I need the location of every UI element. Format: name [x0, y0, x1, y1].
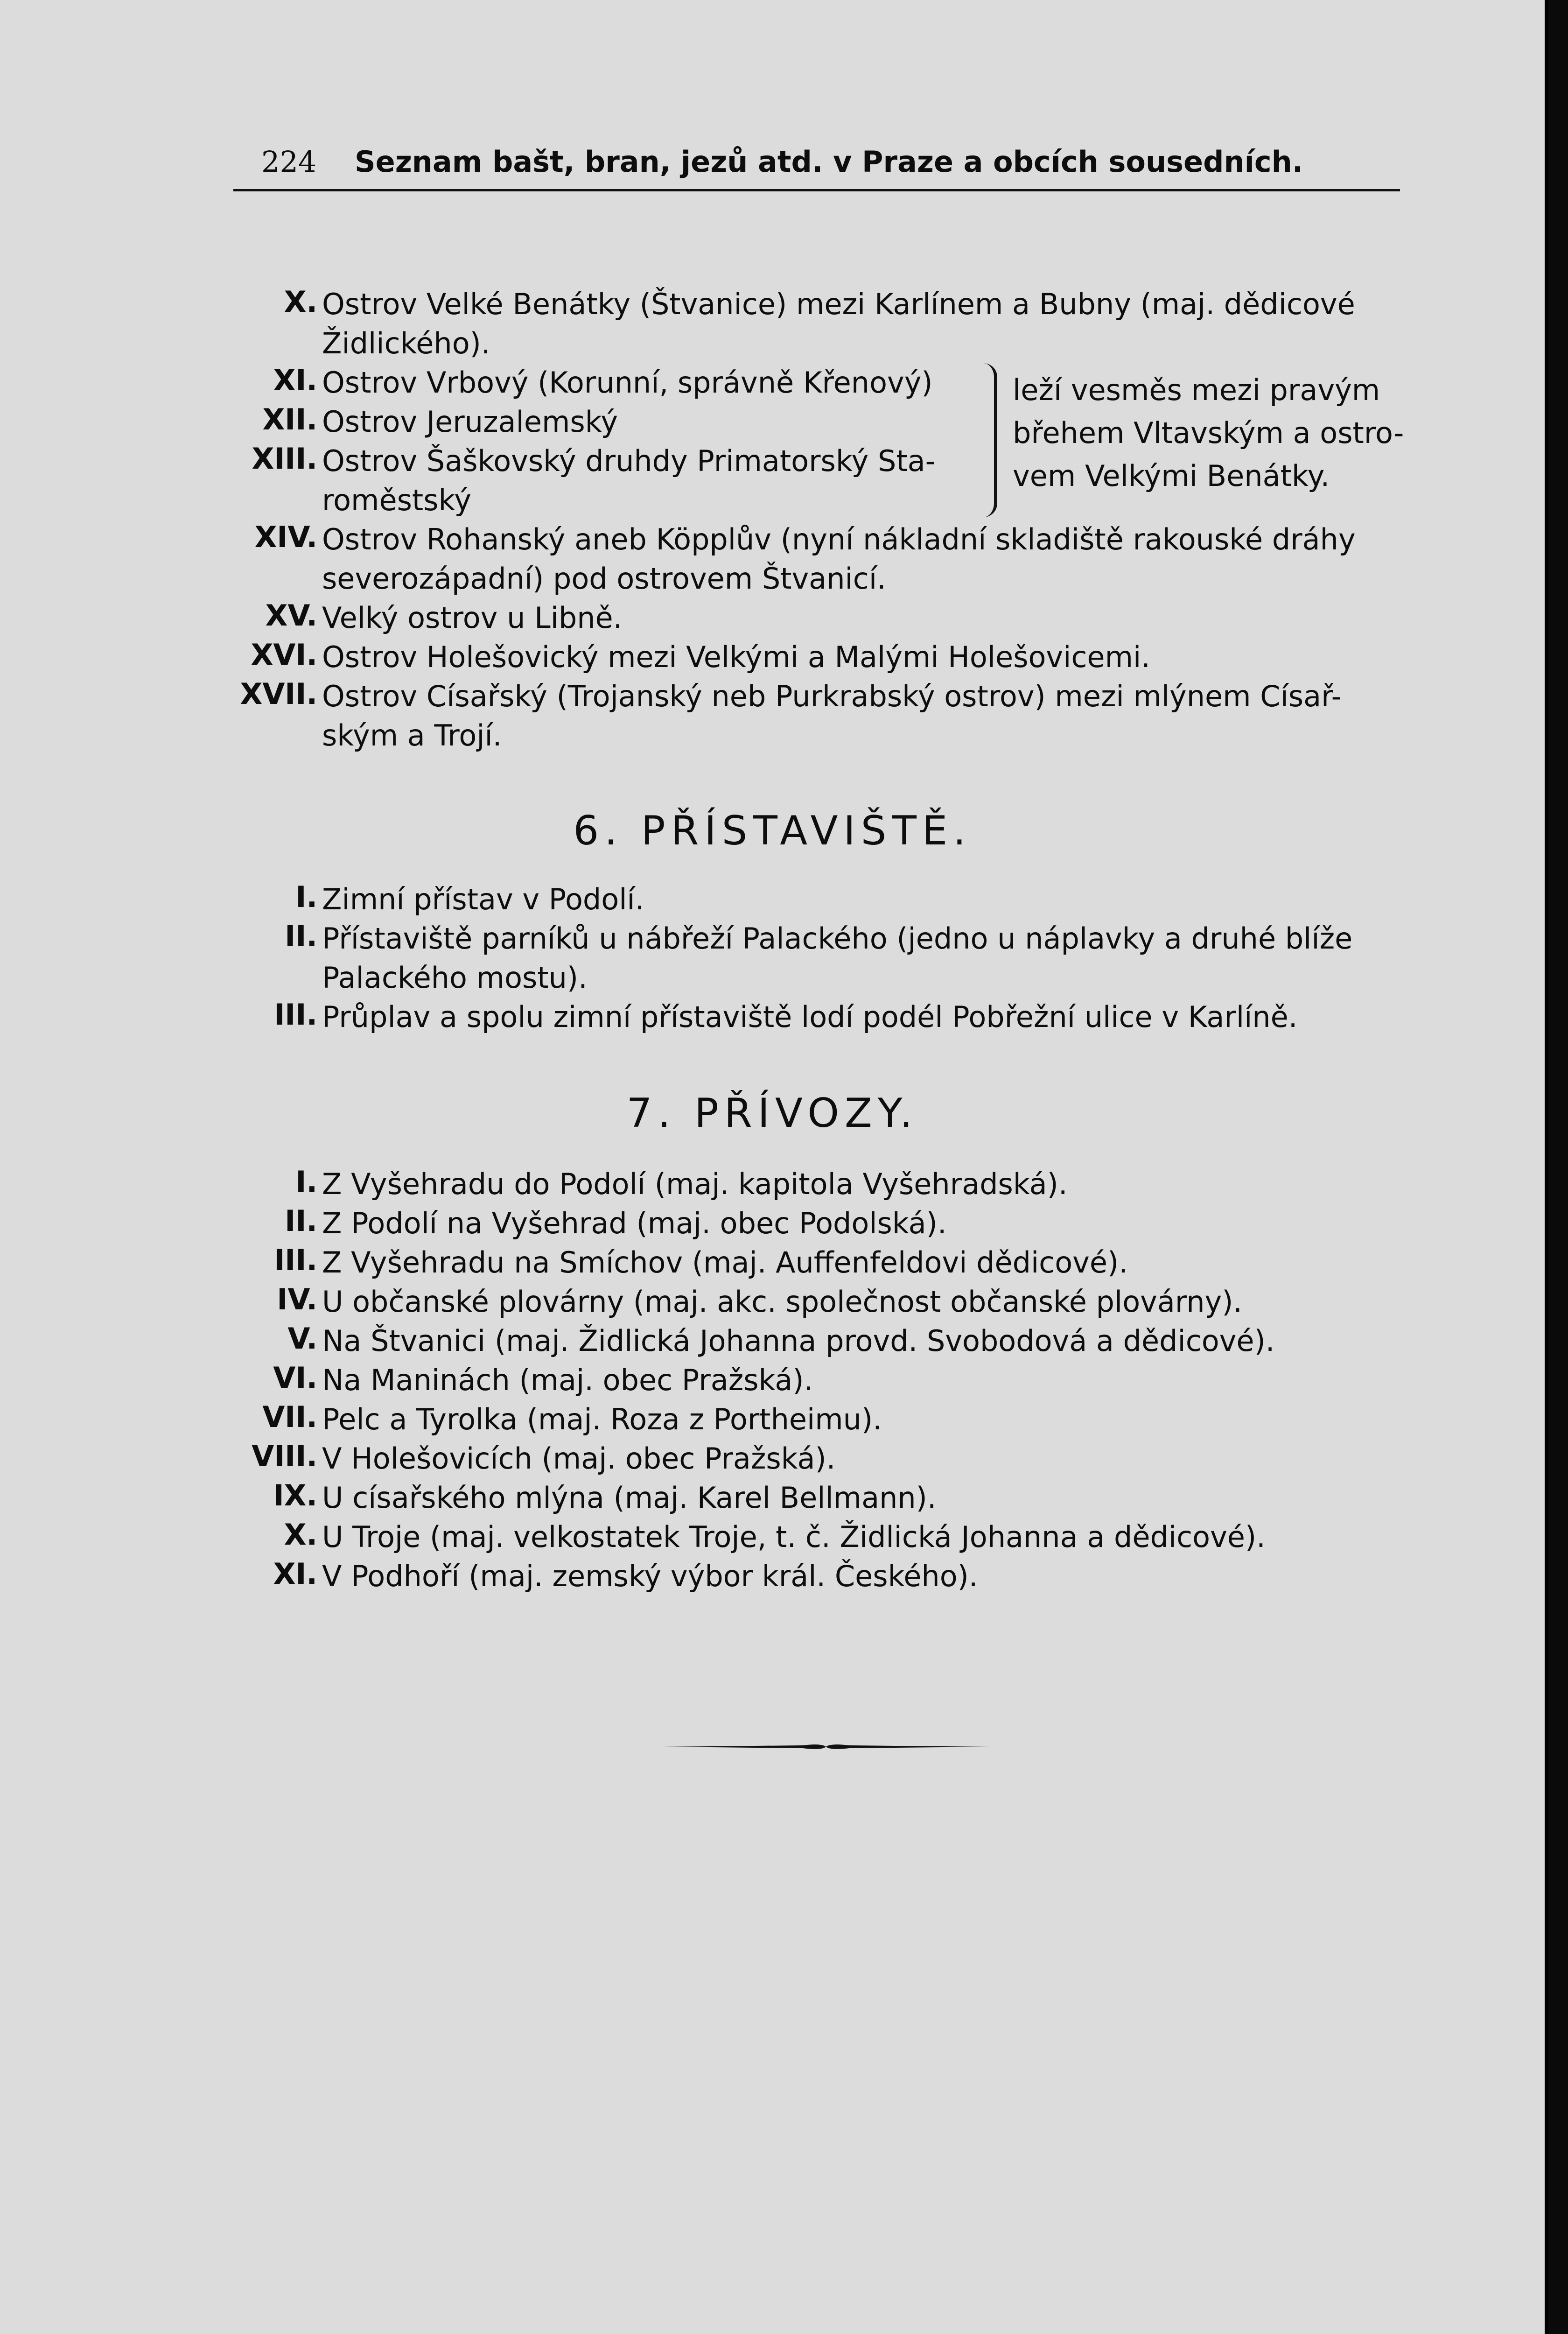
brace-note-line: vem Velkými Benátky.: [1013, 459, 1330, 493]
section-heading: 7. PŘÍVOZY.: [626, 1090, 918, 1137]
brace-note-line: břehem Vltavským a ostro-: [1013, 416, 1404, 450]
item-number: II.: [285, 919, 317, 953]
item-line: V Holešovicích (maj. obec Pražská).: [322, 1441, 836, 1476]
running-head: [233, 145, 1400, 191]
item-number: V.: [287, 1322, 317, 1356]
item-text: [322, 442, 936, 520]
item-number: X.: [284, 285, 317, 319]
item-number: XI.: [273, 363, 317, 397]
item-text: [322, 363, 933, 402]
item-line: U Troje (maj. velkostatek Troje, t. č. Židlická Johanna a dědicové).: [322, 1520, 1266, 1554]
scan-edge: [1548, 0, 1568, 2334]
item-text: [322, 677, 1342, 755]
item-number: XI.: [273, 1557, 317, 1591]
item-text: [322, 880, 644, 919]
item-line: ským a Trojí.: [322, 718, 502, 752]
item-line: Zimní přístav v Podolí.: [322, 882, 644, 916]
item-text: [322, 285, 1355, 363]
item-text: [322, 1322, 1274, 1361]
item-text: [322, 1165, 1068, 1204]
item-line: Velký ostrov u Libně.: [322, 601, 623, 635]
item-number: IX.: [273, 1478, 317, 1512]
item-text: [322, 1361, 813, 1400]
item-line: Ostrov Vrbový (Korunní, správně Křenový): [322, 366, 933, 400]
item-line: Pelc a Tyrolka (maj. Roza z Portheimu).: [322, 1402, 882, 1436]
item-number: VII.: [262, 1400, 317, 1434]
header-rule: [233, 189, 1400, 191]
item-text: [322, 1439, 835, 1478]
item-number: III.: [274, 1243, 317, 1277]
item-line: Ostrov Rohanský aneb Köpplův (nyní nákladní skladiště rakouské dráhy: [322, 522, 1356, 556]
item-line: Ostrov Císařský (Trojanský neb Purkrabský ostrov) mezi mlýnem Císař-: [322, 679, 1342, 713]
curly-brace: [980, 363, 997, 517]
item-line: Z Vyšehradu na Smíchov (maj. Auffenfeldovi dědicové).: [322, 1245, 1128, 1279]
item-line: Z Podolí na Vyšehrad (maj. obec Podolská).: [322, 1206, 947, 1240]
item-text: [322, 1518, 1266, 1557]
item-number: II.: [285, 1204, 317, 1238]
ornament-rule-icon: [663, 1741, 989, 1752]
item-text: [322, 1557, 978, 1596]
item-number: IV.: [277, 1282, 317, 1316]
item-number: XII.: [262, 402, 317, 436]
item-number: I.: [295, 880, 317, 914]
item-text: [322, 598, 622, 638]
item-text: [322, 1400, 882, 1439]
item-line: U císařského mlýna (maj. Karel Bellmann).: [322, 1481, 937, 1515]
item-number: VI.: [273, 1361, 317, 1395]
brace-note-line: leží vesměs mezi pravým: [1013, 373, 1380, 407]
item-text: [322, 402, 618, 442]
item-number: XIII.: [252, 442, 317, 476]
item-number: XVII.: [240, 677, 317, 711]
item-line: U občanské plovárny (maj. akc. společnost občanské plovárny).: [322, 1285, 1243, 1319]
item-text: [322, 1243, 1128, 1282]
item-line: Z Vyšehradu do Podolí (maj. kapitola Vyšehradská).: [322, 1167, 1068, 1201]
item-number: III.: [274, 998, 317, 1032]
item-text: [322, 1282, 1242, 1322]
item-line: Palackého mostu).: [322, 961, 588, 995]
item-text: [322, 998, 1297, 1037]
running-title: Seznam bašt, bran, jezů atd. v Praze a obcích sousedních.: [355, 145, 1303, 179]
item-line: severozápadní) pod ostrovem Štvanicí.: [322, 562, 886, 596]
item-line: V Podhoří (maj. zemský výbor král. Českého).: [322, 1559, 978, 1593]
item-number: XIV.: [254, 520, 317, 554]
item-text: [322, 520, 1356, 598]
item-number: XVI.: [251, 638, 317, 672]
item-line: Ostrov Velké Benátky (Štvanice) mezi Karlínem a Bubny (maj. dědicové: [322, 287, 1355, 321]
section-heading: 6. PŘÍSTAVIŠTĚ.: [573, 808, 972, 854]
item-line: roměstský: [322, 483, 471, 517]
item-number: X.: [284, 1518, 317, 1552]
item-text: [322, 638, 1150, 677]
item-line: Přístaviště parníků u nábřeží Palackého (jedno u náplavky a druhé blíže: [322, 921, 1353, 956]
item-line: Ostrov Jeruzalemský: [322, 405, 618, 439]
item-number: I.: [295, 1165, 317, 1199]
item-line: Průplav a spolu zimní přístaviště lodí podél Pobřežní ulice v Karlíně.: [322, 1000, 1298, 1034]
item-line: Na Štvanici (maj. Židlická Johanna provd. Svobodová a dědicové).: [322, 1324, 1275, 1358]
item-line: Ostrov Šaškovský druhdy Primatorský Sta-: [322, 444, 936, 478]
brace-note: [1013, 369, 1409, 498]
item-text: [322, 1204, 947, 1243]
item-line: Na Maninách (maj. obec Pražská).: [322, 1363, 813, 1397]
item-line: Ostrov Holešovický mezi Velkými a Malými Holešovicemi.: [322, 640, 1150, 674]
item-number: XV.: [265, 598, 317, 633]
page-number: 224: [261, 145, 317, 179]
item-line: Židlického).: [322, 326, 490, 360]
item-text: [322, 1478, 937, 1518]
item-number: VIII.: [252, 1439, 317, 1473]
item-text: [322, 919, 1352, 998]
